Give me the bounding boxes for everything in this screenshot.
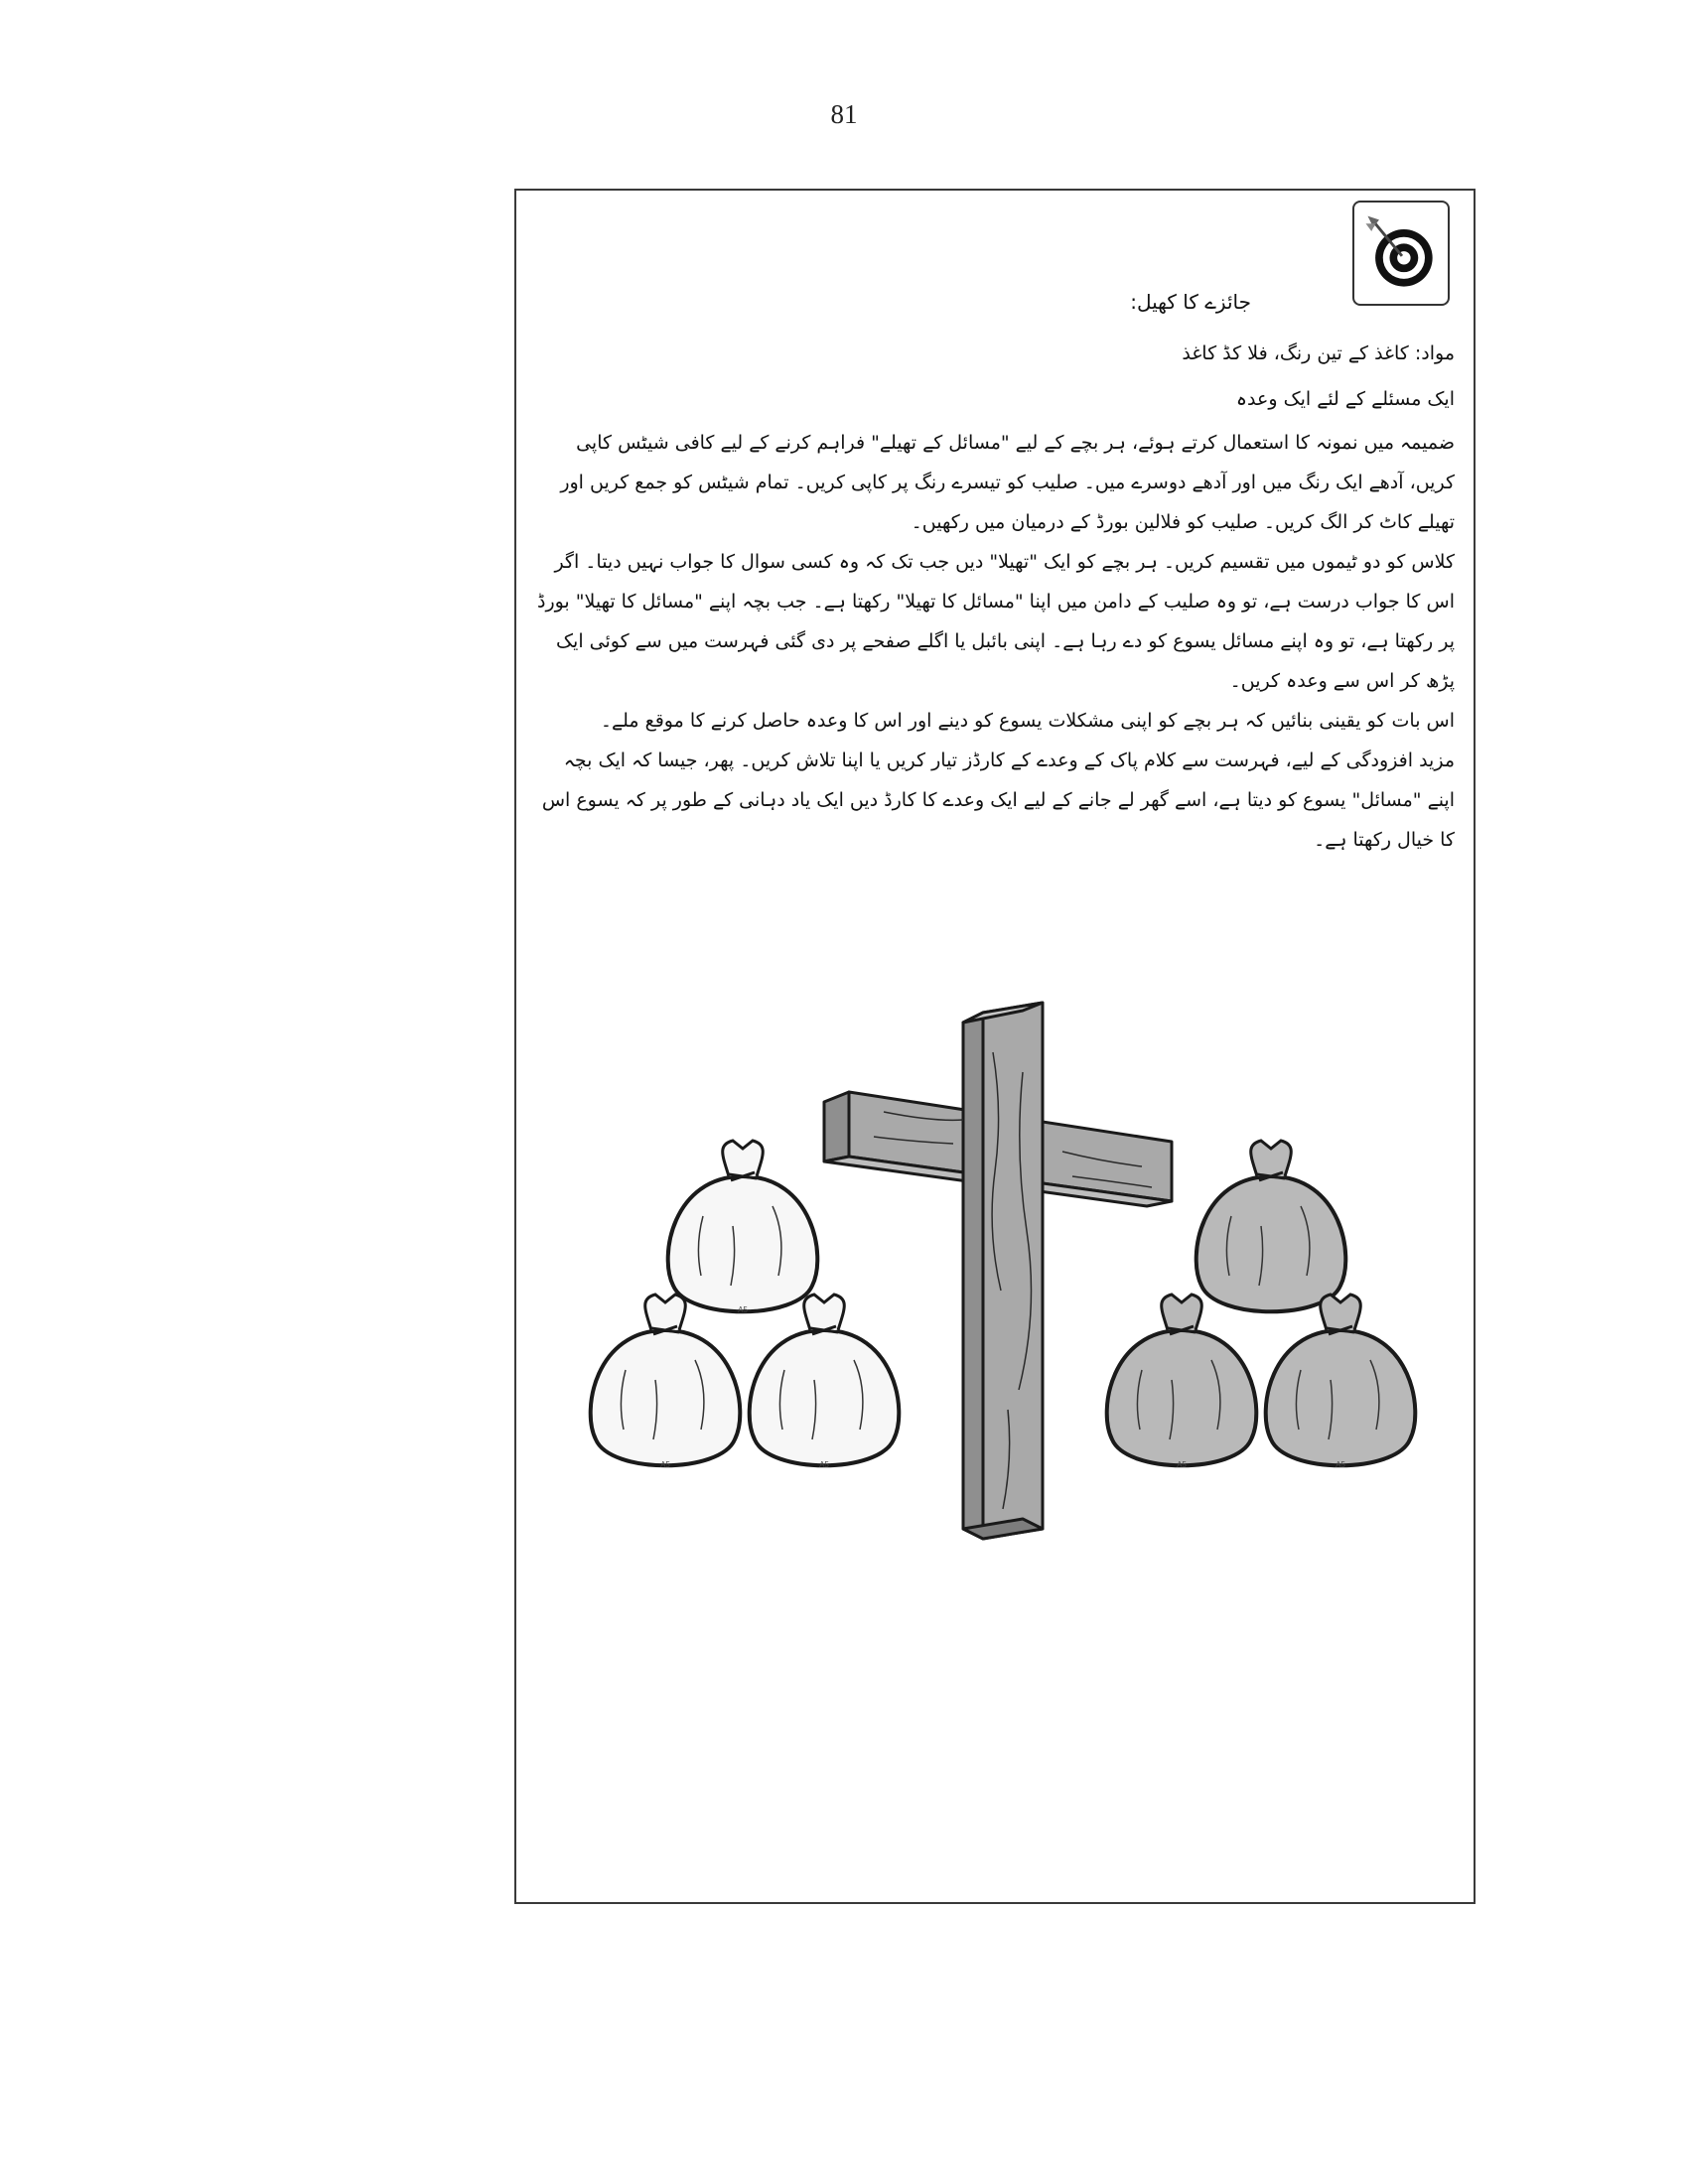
- bag-light-bottom-left: [591, 1295, 741, 1465]
- paragraph-3: اس بات کو یقینی بنائیں کہ ہر بچے کو اپنی مشکلات یسوع کو دینے اور اس کا وعدہ حاصل کرنے کا موقع ملے۔: [600, 710, 1455, 732]
- page-number: 81: [830, 99, 858, 129]
- section-heading: جائزے کا کھیل:: [1130, 290, 1251, 314]
- bag-label: A5: [1336, 1460, 1345, 1469]
- promise-line: ایک مسئلے کے لئے ایک وعدہ: [1235, 388, 1455, 410]
- paragraph-1: ضمیمہ میں نمونہ کا استعمال کرتے ہوئے، ہر بچے کے لیے "مسائل کے تھیلے" فراہم کرنے کے لیے کافی شیٹس کاپی کریں، آدھے ایک رنگ میں اور آدھے دوسرے میں۔ صلیب کو تیسرے رنگ پر کاپی کریں۔ تمام شیٹس کو جمع کریں اور تھیلے کاٹ کر الگ کریں۔ صلیب کو فلالین بورڈ کے درمیان میں رکھیں۔: [560, 432, 1455, 533]
- bag-label: A5: [1177, 1460, 1187, 1469]
- bag-dark-bottom-right: [1266, 1295, 1416, 1465]
- cross-image: [824, 1003, 1172, 1539]
- body-text: [536, 288, 1455, 860]
- paragraph-4: مزید افزودگی کے لیے، فہرست سے کلام پاک کے وعدے کے کارڈز تیار کریں یا اپنا تلاش کریں۔ پھر، جیسا کہ ایک بچہ اپنے "مسائل" یسوع کو دیتا ہے، اسے گھر لے جانے کے لیے ایک وعدے کا کارڈ دیں ایک یاد دہانی کے طور پر کہ یسوع اس کا خیال رکھتا ہے۔: [541, 750, 1455, 851]
- bag-light-bottom-right: [750, 1295, 900, 1465]
- materials-line: مواد: کاغذ کے تین رنگ، فلا کڈ کاغذ: [1182, 342, 1455, 364]
- bag-label: A5: [738, 1305, 748, 1314]
- bag-dark-bottom-left: [1107, 1295, 1257, 1465]
- bag-label: A5: [819, 1460, 829, 1469]
- bag-label: A5: [660, 1460, 670, 1469]
- bag-dark-top: [1196, 1141, 1346, 1311]
- bag-light-top: [668, 1141, 818, 1311]
- cross-and-bags-illustration: [586, 993, 1430, 1559]
- paragraph-2: کلاس کو دو ٹیموں میں تقسیم کریں۔ ہر بچے کو ایک "تھیلا" دیں جب تک کہ وہ کسی سوال کا جواب نہیں دیتا۔ اگر اس کا جواب درست ہے، تو وہ صلیب کے دامن میں اپنا "مسائل کا تھیلا" رکھتا ہے۔ جب بچہ اپنے "مسائل کا تھیلا" بورڈ پر رکھتا ہے، تو وہ اپنے مسائل یسوع کو دے رہا ہے۔ اپنی بائبل یا اگلے صفحے پر دی گئی فہرست میں سے کوئی ایک پڑھ کر اس سے وعدہ کریں۔: [536, 551, 1455, 692]
